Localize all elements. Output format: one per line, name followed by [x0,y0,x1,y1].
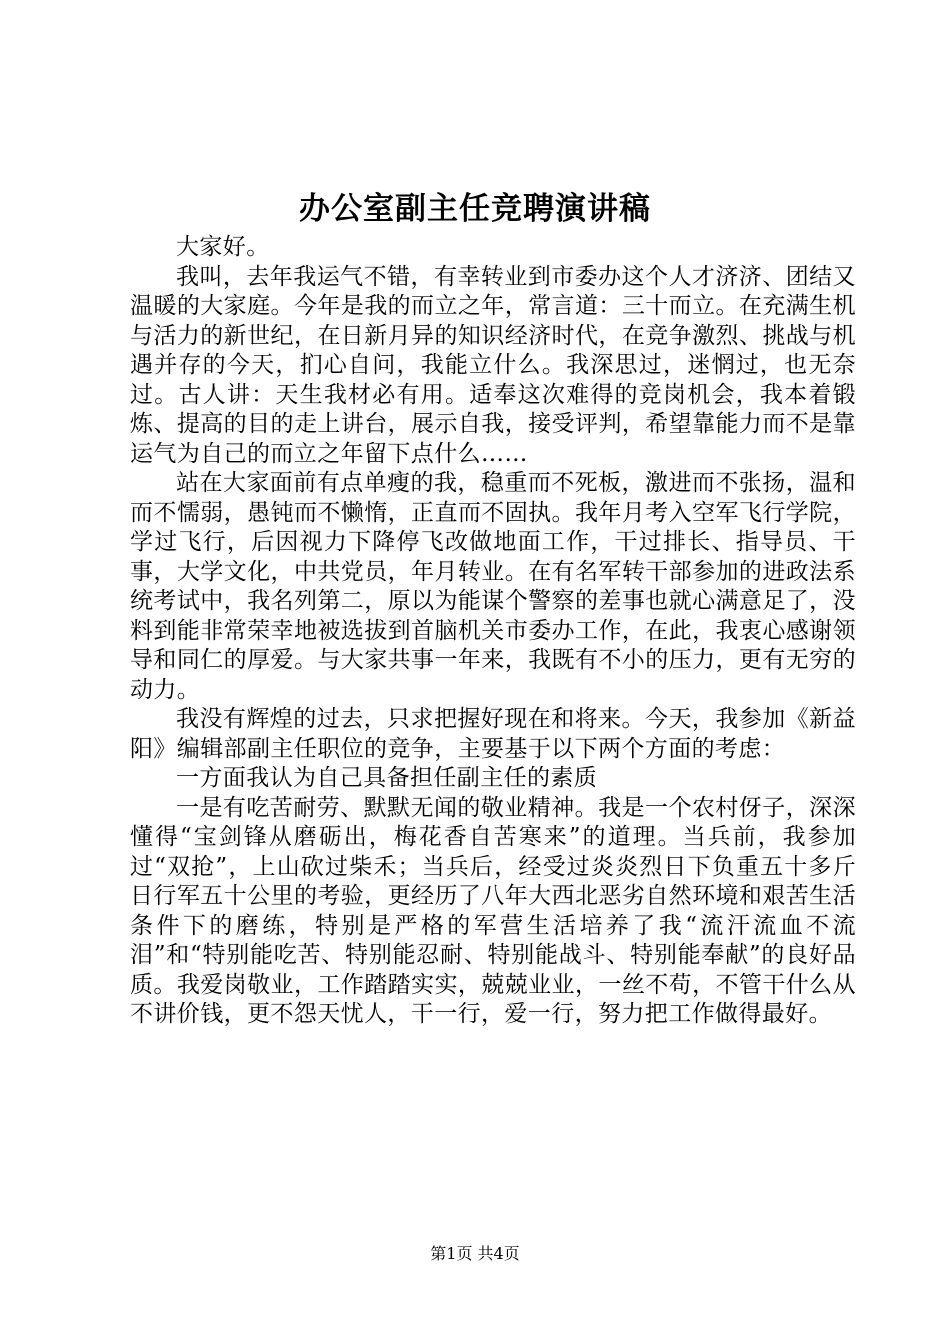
page-number-footer: 第1页 共4页 [430,1244,520,1263]
paragraph-background: 站在大家面前有点单瘦的我，稳重而不死板，激进而不张扬，温和而不懦弱，愚钝而不懒惰，正直而不固执。我年月考入空军飞行学院，学过飞行，后因视力下降停飞改做地面工作，干过排长、指导员、干事，大学文化，中共党员，年月转业。在有名军转干部参加的进政法系统考试中，我名列第二，原以为能谋个警察的差事也就心满意足了，没料到能非常荣幸地被选拔到首脑机关市委办工作，在此，我衷心感谢领导和同仁的厚爱。与大家共事一年来，我既有不小的压力，更有无穷的动力。 [130,470,856,703]
paragraph-introduction: 我叫，去年我运气不错，有幸转业到市委办这个人才济济、团结又温暖的大家庭。今年是我的而立之年，常言道：三十而立。在充满生机与活力的新世纪，在日新月异的知识经济时代，在竞争激烈、挑战与机遇并存的今天，扪心自问，我能立什么。我深思过，迷惘过，也无奈过。古人讲：天生我材必有用。适奉这次难得的竞岗机会，我本着锻炼、提高的目的走上讲台，展示自我，接受评判，希望靠能力而不是靠运气为自己的而立之年留下点什么…… [130,263,856,467]
paragraph-motivation: 我没有辉煌的过去，只求把握好现在和将来。今天，我参加《新益阳》编辑部副主任职位的竞争，主要基于以下两个方面的考虑： [130,706,856,762]
document-body [130,233,856,1030]
paragraph-greeting: 大家好。 [176,234,270,260]
document-title: 办公室副主任竞聘演讲稿 [299,191,651,227]
paragraph-section-heading: 一方面我认为自己具备担任副主任的素质 [176,765,598,791]
paragraph-dedication: 一是有吃苦耐劳、默默无闻的敬业精神。我是一个农村伢子，深深懂得“宝剑锋从磨砺出，梅花香自苦寒来”的道理。当兵前，我参加过“双抢”，上山砍过柴禾；当兵后，经受过炎炎烈日下负重五十多斤日行军五十公里的考验，更经历了八年大西北恶劣自然环境和艰苦生活条件下的磨练，特别是严格的军营生活培养了我“流汗流血不流泪”和“特别能吃苦、特别能忍耐、特别能战斗、特别能奉献”的良好品质。我爱岗敬业，工作踏踏实实，兢兢业业，一丝不苟，不管干什么从不讲价钱，更不怨天忧人，干一行，爱一行，努力把工作做得最好。 [130,794,856,1027]
